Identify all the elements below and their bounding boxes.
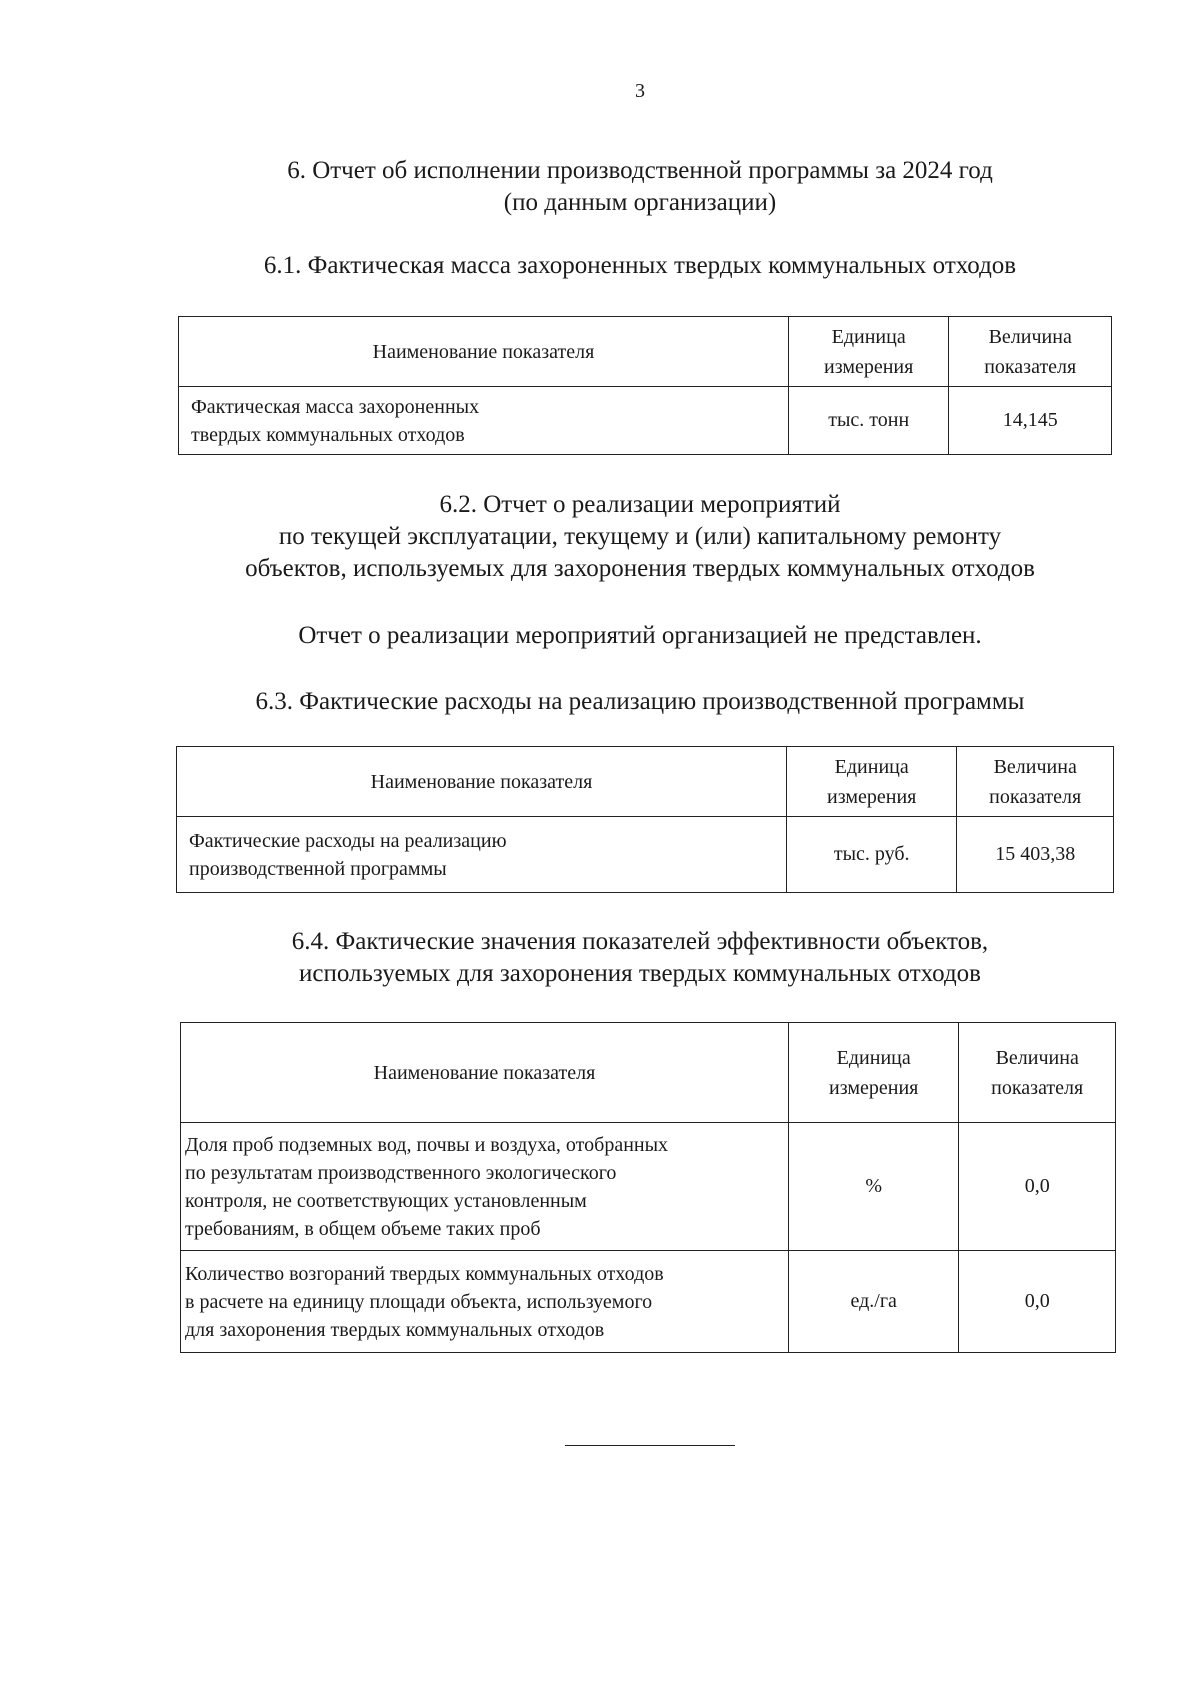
row-unit: ед./га [850,1290,897,1312]
header-value-line1: Величина [995,1046,1079,1069]
row-name-line2: по результатам производственного экологического [185,1161,617,1184]
table-row [177,817,1114,893]
header-unit-line1: Единица [834,755,909,778]
row-value-cell [959,1251,1116,1353]
page-number: 3 [635,80,645,102]
table-header-row [181,1023,1116,1123]
header-name-cell [179,317,789,387]
row-value: 15 403,38 [995,843,1076,865]
header-value-cell [959,1023,1116,1123]
section-6-3-title [0,686,1200,718]
section-6-2-title-line2: по текущей эксплуатации, текущему и (или) капитальному ремонту [278,523,1002,550]
row-name-line1: Доля проб подземных вод, почвы и воздуха, отобранных [185,1133,669,1156]
section-6-4-title [0,926,1200,990]
section-6-2-title-line1: 6.2. Отчет о реализации мероприятий [439,491,841,518]
header-value-line2: показателя [991,1076,1084,1099]
header-name: Наименование показателя [370,770,593,793]
table-header-row [179,317,1112,387]
row-value: 14,145 [1002,409,1058,431]
row-unit: тыс. тонн [828,409,910,431]
row-value-cell [957,817,1114,893]
row-name-line2: в расчете на единицу площади объекта, используемого [185,1290,653,1313]
header-value-line1: Величина [988,325,1072,348]
section-6-title-line1: 6. Отчет об исполнении производственной программы за 2024 год [287,157,993,184]
section-6-title-line2: (по данным организации) [503,189,777,216]
header-value-line2: показателя [989,785,1082,808]
row-unit-cell [788,1251,958,1353]
row-value: 0,0 [1024,1175,1050,1197]
row-unit-cell [786,817,956,893]
header-unit-line2: измерения [827,785,917,808]
table-6-1 [178,316,1112,455]
section-6-4-title-line1: 6.4. Фактические значения показателей эффективности объектов, [291,928,989,955]
table-6-4 [180,1022,1116,1353]
section-6-2-note [0,620,1200,652]
header-value-line1: Величина [993,755,1077,778]
header-name-cell [181,1023,789,1123]
section-6-4-title-line2: используемых для захоронения твердых коммунальных отходов [299,960,981,987]
header-unit-cell [788,317,949,387]
header-unit-cell [786,747,956,817]
header-unit-line1: Единица [831,325,906,348]
row-name-cell [179,387,789,455]
row-name-line3: для захоронения твердых коммунальных отходов [185,1318,605,1341]
header-name-cell [177,747,787,817]
section-6-2-note-text: Отчет о реализации мероприятий организацией не представлен. [298,622,982,649]
row-unit-cell [788,1123,958,1251]
row-name-line2: твердых коммунальных отходов [191,423,465,446]
row-name-line1: Фактические расходы на реализацию [189,829,507,852]
row-name-cell [181,1123,789,1251]
section-6-1-title [0,250,1200,282]
section-6-2-title [0,489,1200,585]
row-unit: тыс. руб. [833,843,910,865]
section-6-2-title-line3: объектов, используемых для захоронения твердых коммунальных отходов [245,555,1035,582]
table-header-row [177,747,1114,817]
row-name-line3: контроля, не соответствующих установленным [185,1189,587,1212]
row-unit: % [865,1175,883,1197]
header-unit-cell [788,1023,958,1123]
table-6-3 [176,746,1114,893]
header-value-line2: показателя [984,355,1077,378]
section-6-title [0,155,1200,219]
row-name-cell [181,1251,789,1353]
footer-divider [565,1445,735,1446]
header-unit-line2: измерения [829,1076,919,1099]
header-value-cell [949,317,1112,387]
row-name-line2: производственной программы [189,857,447,880]
section-6-1-title-text: 6.1. Фактическая масса захороненных твердых коммунальных отходов [263,252,1017,279]
table-row [181,1123,1116,1251]
row-value-cell [949,387,1112,455]
row-name-line1: Фактическая масса захороненных [191,395,480,418]
row-value: 0,0 [1024,1290,1050,1312]
row-value-cell [959,1123,1116,1251]
row-name-cell [177,817,787,893]
row-name-line4: требованиям, в общем объеме таких проб [185,1217,541,1240]
section-6-3-title-text: 6.3. Фактические расходы на реализацию производственной программы [255,688,1025,715]
header-unit-line2: измерения [824,355,914,378]
table-row [179,387,1112,455]
header-value-cell [957,747,1114,817]
table-row [181,1251,1116,1353]
header-unit-line1: Единица [836,1046,911,1069]
row-name-line1: Количество возгораний твердых коммунальных отходов [185,1262,664,1285]
row-unit-cell [788,387,949,455]
header-name: Наименование показателя [373,1061,596,1084]
header-name: Наименование показателя [372,340,595,363]
